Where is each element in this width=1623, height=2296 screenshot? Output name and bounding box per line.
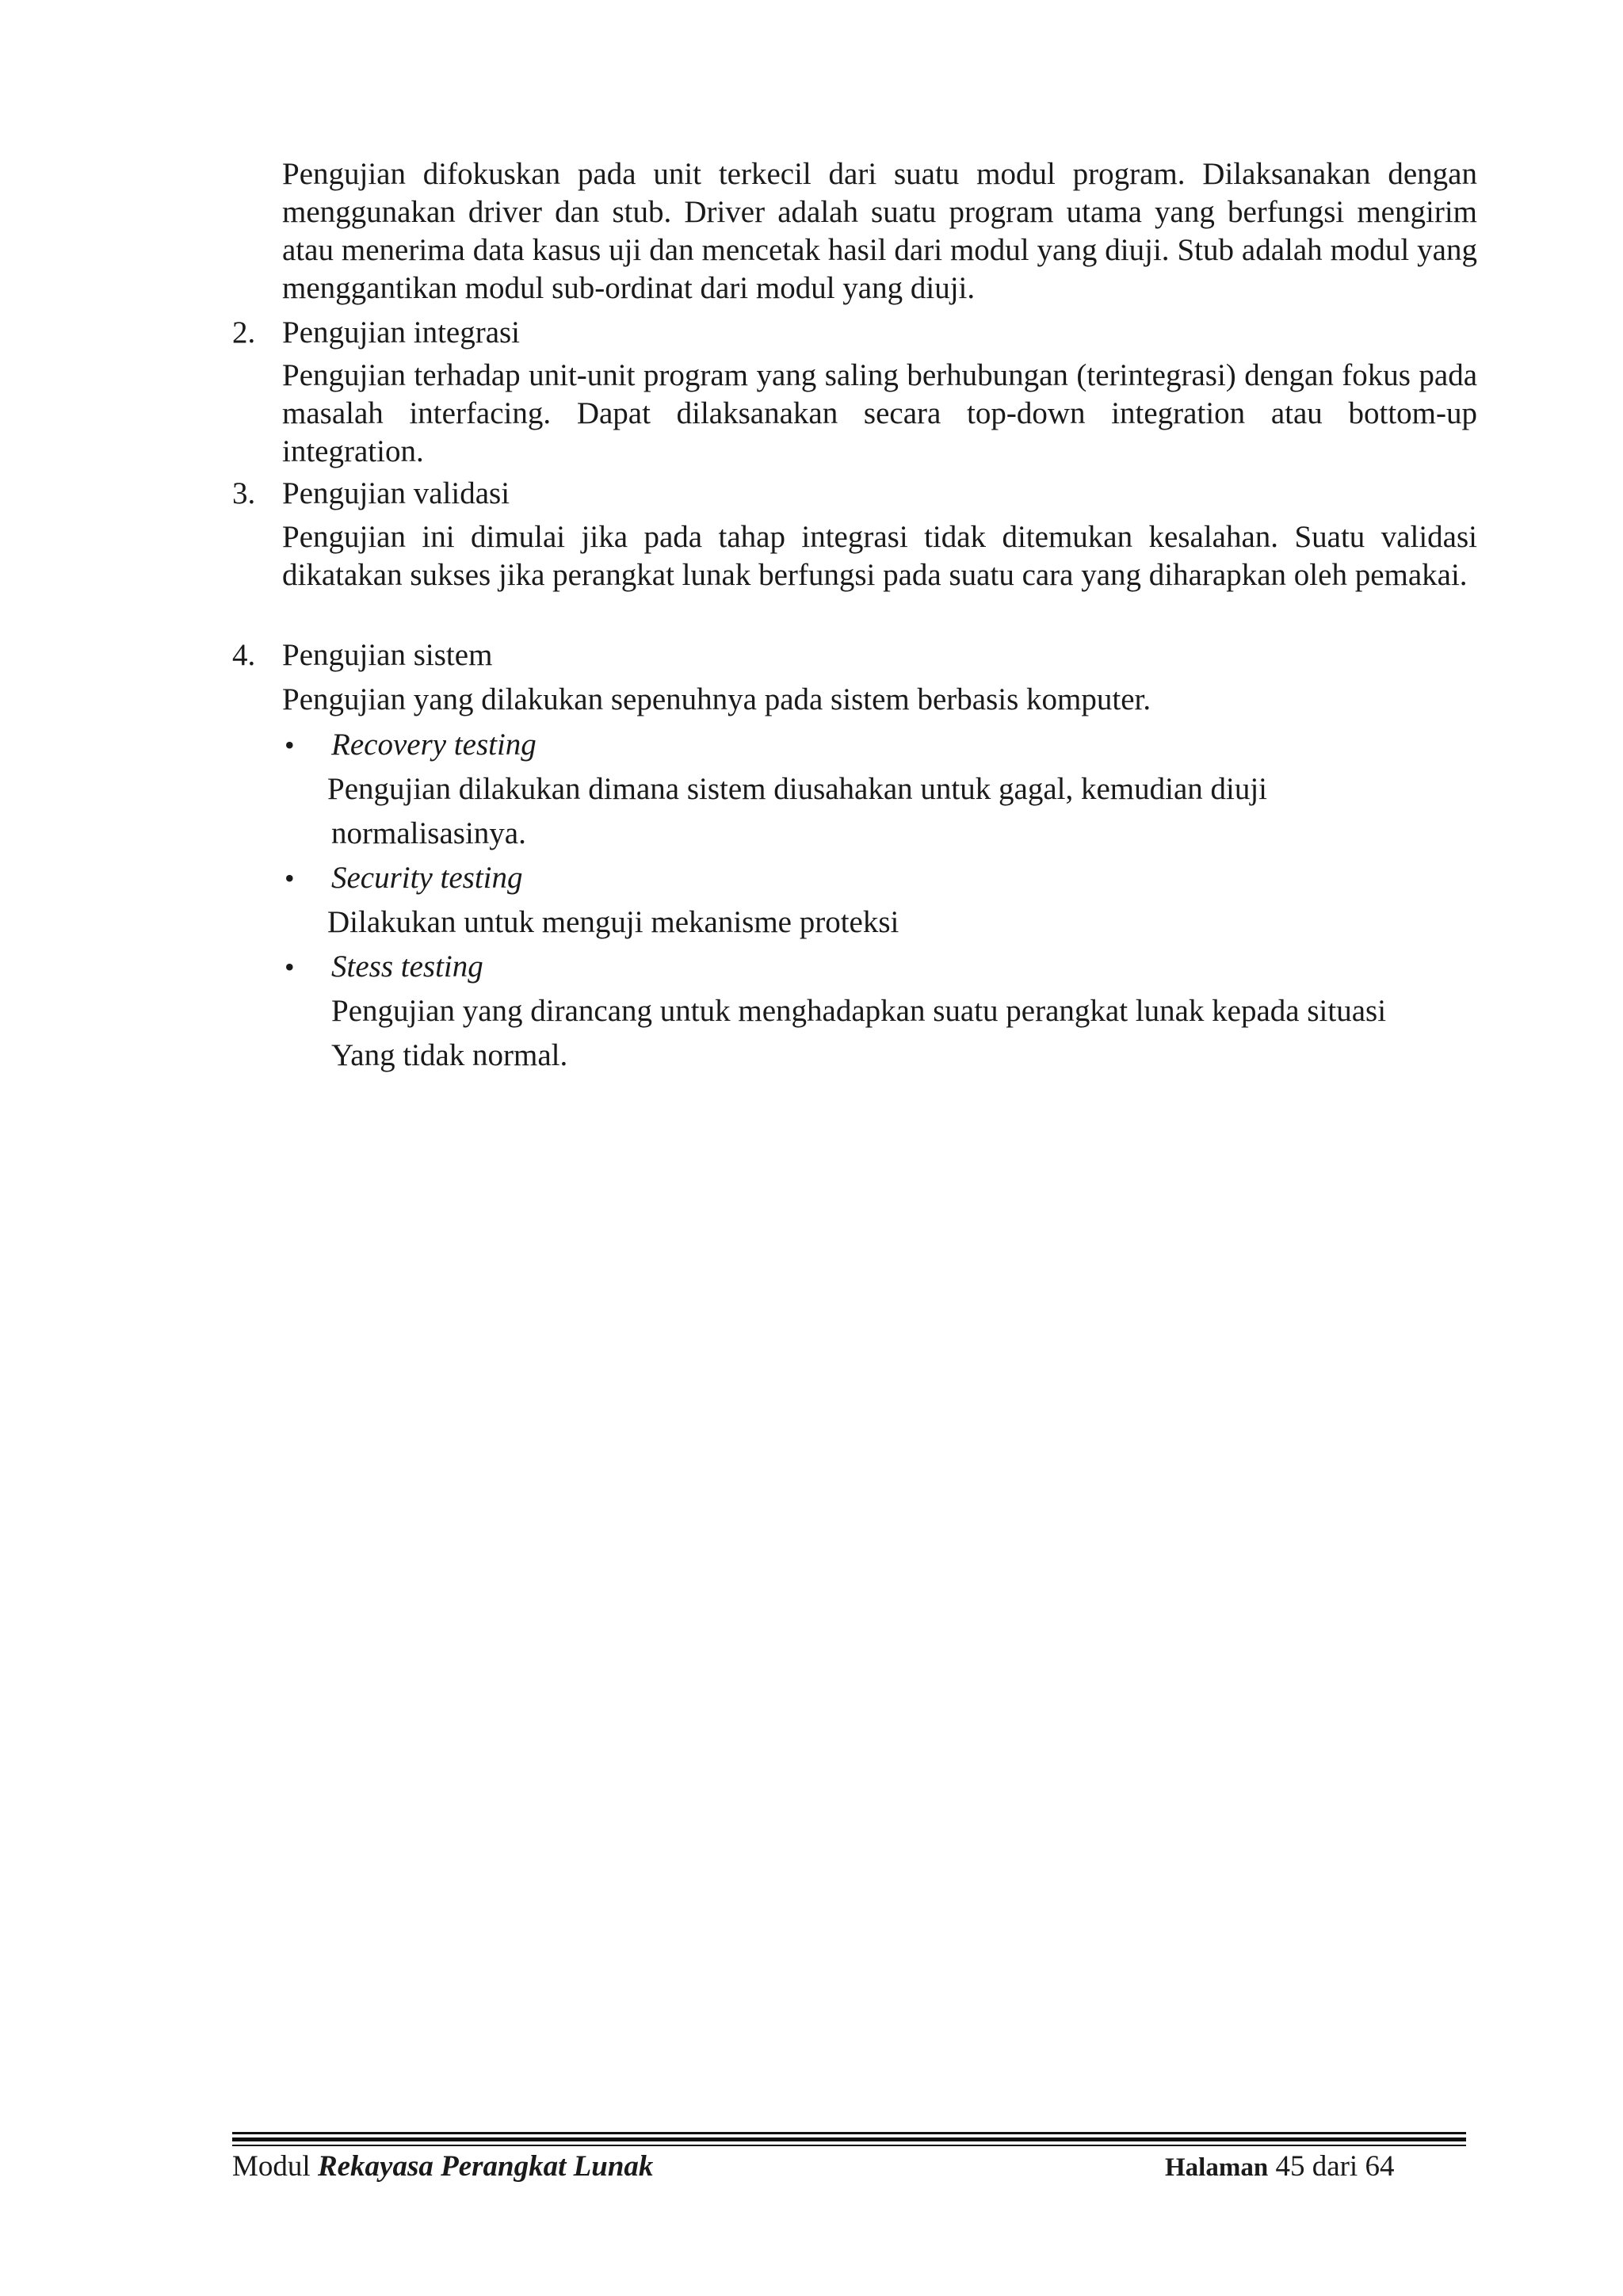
bullet-stress-line2: Yang tidak normal.	[331, 1038, 568, 1072]
bullet-stress-line1: Pengujian yang dirancang untuk menghadapkan suatu perangkat lunak kepada situasi	[331, 994, 1387, 1028]
item-4-body: Pengujian yang dilakukan sepenuhnya pada sistem berbasis komputer.	[282, 682, 1151, 716]
footer-module-title: Rekayasa Perangkat Lunak	[317, 2150, 654, 2183]
bullet-security-title: Security testing	[331, 861, 523, 895]
bullet-recovery-icon: •	[285, 729, 295, 761]
bullet-recovery-line2: normalisasinya.	[331, 816, 526, 850]
bullet-stress-icon: •	[285, 951, 295, 983]
item-2-body: Pengujian terhadap unit-unit program yang saling berhubungan (terintegrasi) dengan fokus pada masalah interfacing. Dapat dilaksanakan secara top-down integration atau bottom-up integration.	[282, 358, 1477, 468]
item-3-body: Pengujian ini dimulai jika pada tahap integrasi tidak ditemukan kesalahan. Suatu validasi dikatakan sukses jika perangkat lunak berfungsi pada suatu cara yang diharapkan oleh pemakai.	[282, 520, 1477, 592]
item-3-heading: Pengujian validasi	[282, 476, 510, 510]
footer-page-label: Halaman	[1165, 2153, 1269, 2182]
footer-page-number	[1165, 2149, 1394, 2185]
footer-rule-bottom	[232, 2145, 1466, 2146]
item-3-number: 3.	[232, 476, 256, 510]
bullet-stress-title: Stess testing	[331, 949, 483, 984]
item-4-heading: Pengujian sistem	[282, 638, 493, 672]
footer-page-text: 45 dari 64	[1275, 2150, 1395, 2183]
bullet-recovery-title: Recovery testing	[331, 728, 537, 762]
item-2-number: 2.	[232, 315, 256, 350]
footer-rule-top	[232, 2132, 1466, 2134]
bullet-security-line1: Dilakukan untuk menguji mekanisme proteksi	[327, 905, 899, 939]
bullet-recovery-line1: Pengujian dilakukan dimana sistem diusahakan untuk gagal, kemudian diuji	[327, 772, 1268, 806]
item-2-heading: Pengujian integrasi	[282, 315, 521, 350]
intro-paragraph: Pengujian difokuskan pada unit terkecil dari suatu modul program. Dilaksanakan dengan menggunakan driver dan stub. Driver adalah suatu program utama yang berfungsi mengirim atau menerima data kasus uji dan mencetak hasil dari modul yang diuji. Stub adalah modul yang menggantikan modul sub-ordinat dari modul yang diuji.	[282, 157, 1477, 305]
footer-module	[232, 2149, 653, 2184]
item-4-number: 4.	[232, 638, 256, 672]
bullet-security-icon: •	[285, 862, 295, 894]
footer-module-prefix: Modul	[232, 2150, 311, 2183]
footer-rule-middle	[232, 2137, 1466, 2141]
